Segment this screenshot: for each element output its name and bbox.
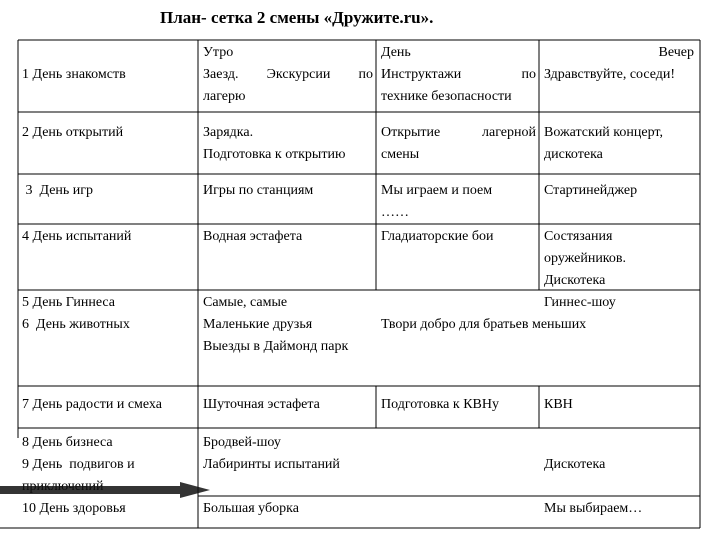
row-4-morning: Водная эстафета — [203, 229, 303, 244]
row-7-evening: КВН — [544, 397, 573, 412]
row-5-name: 5 День Гиннеса 6 День животных — [22, 295, 130, 332]
header-morning: Утро — [203, 45, 234, 60]
row-8-name: 8 День бизнеса 9 День подвигов и — [22, 435, 135, 472]
row-4-evening: Состязания оружейников. Дискотека — [544, 229, 627, 288]
row-8-evening: Дискотека — [544, 457, 606, 472]
row-10-evening: Мы выбираем… — [544, 501, 643, 516]
row-2-morning: Зарядка. Подготовка к открытию — [203, 125, 346, 162]
row-5-day: Твори добро для братьев меньших — [381, 317, 587, 332]
row-1-morning: Заезд. Экскурсии по лагерю — [203, 67, 373, 104]
row-4-day: Гладиаторские бои — [381, 229, 494, 244]
row-3-evening: Стартинейджер — [544, 183, 638, 198]
header-evening: Вечер — [658, 45, 694, 60]
row-5-morning: Самые, самые Маленькие друзья Выезды в Даймонд парк — [203, 295, 349, 354]
row-10-morning: Большая уборка — [203, 501, 299, 516]
row-8-morning: Бродвей-шоу Лабиринты испытаний — [203, 435, 340, 472]
header-day: День — [381, 45, 411, 60]
row-2-evening: Вожатский концерт, дискотека — [544, 125, 663, 162]
row-5-evening: Гиннес-шоу — [544, 295, 616, 310]
row-3-name: 3 День игр — [22, 183, 94, 198]
row-2-name: 2 День открытий — [22, 125, 124, 140]
row-7-morning: Шуточная эстафета — [203, 397, 320, 412]
row-4-name: 4 День испытаний — [22, 229, 132, 244]
row-3-morning: Игры по станциям — [203, 183, 314, 198]
row-1-name: 1 День знакомств — [22, 67, 126, 82]
row-1-evening: Здравствуйте, соседи! — [544, 67, 676, 82]
row-7-day: Подготовка к КВНу — [381, 397, 499, 412]
row-3-day: Мы играем и поем …… — [381, 183, 493, 220]
page-title: План- сетка 2 смены «Дружите.ru». — [160, 8, 434, 27]
decorative-arrow-icon — [0, 482, 210, 498]
row-7-name: 7 День радости и смеха — [22, 397, 162, 412]
row-2-day: Открытие лагерной смены — [381, 125, 536, 162]
row-10-name: 10 День здоровья — [22, 501, 126, 516]
row-1-day: Инструктажи по технике безопасности — [381, 67, 536, 104]
